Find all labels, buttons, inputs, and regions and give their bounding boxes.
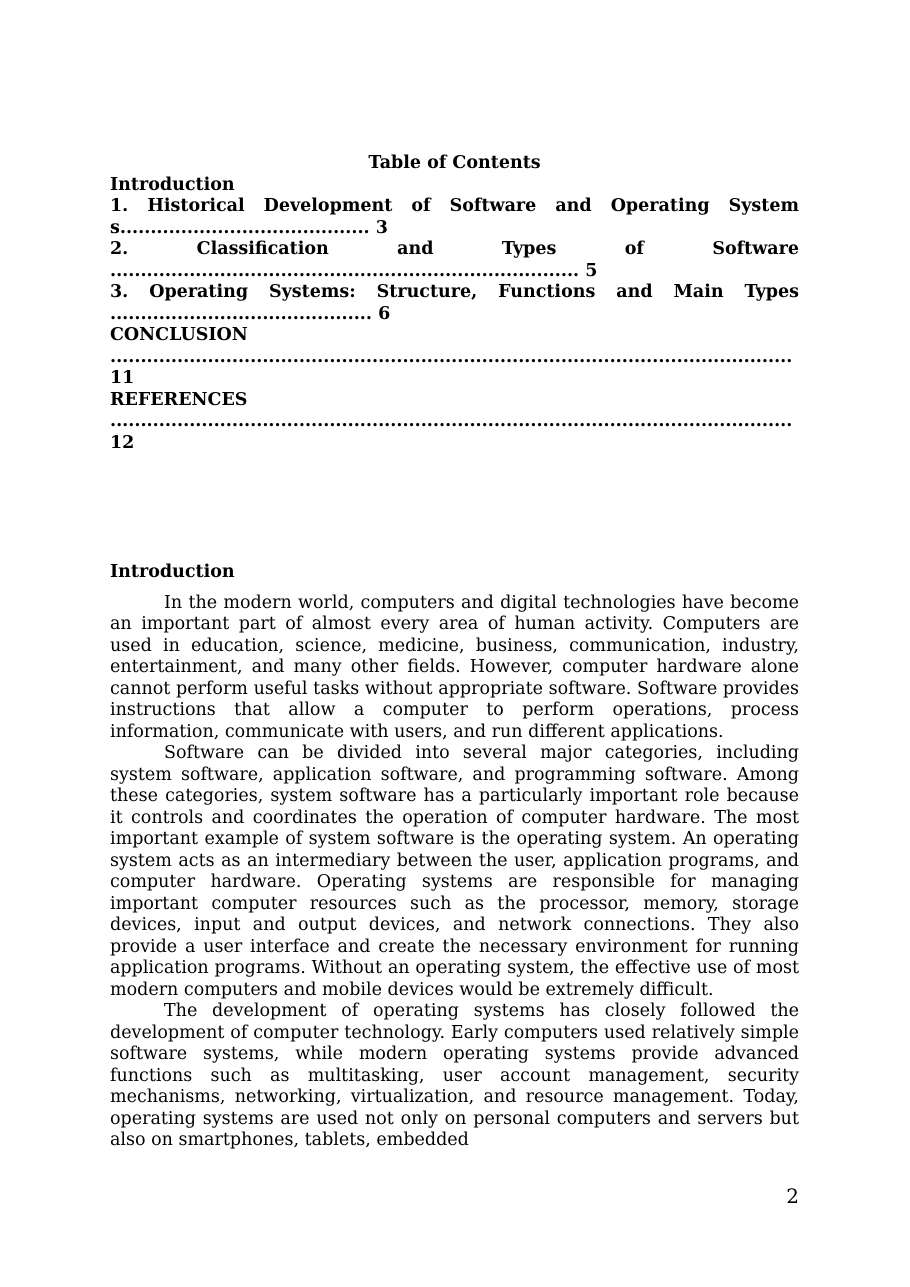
toc-entry-historical-development: 1. Historical Development of Software and Operating Systems......................................... 3 xyxy=(110,196,799,238)
page-number: 2 xyxy=(786,1184,799,1208)
toc-entry-references: REFERENCES ................................................................................................................12 xyxy=(110,389,793,453)
toc-title: Table of Contents xyxy=(368,153,541,173)
introduction-paragraph: Software can be divided into several major categories, including system software, application software, and programming software. Among these categories, system software has a particularly important role because it controls and coordinates the operation of computer hardware. The most important example of system software is the operating system. An operating system acts as an intermediary between the user, application programs, and computer hardware. Operating systems are responsible for managing important computer resources such as the processor, memory, storage devices, input and output devices, and network connections. They also provide a user interface and create the necessary environment for running application programs. Without an operating system, the effective use of most modern computers and mobile devices would be extremely difficult. xyxy=(110,743,799,1000)
toc-entry-introduction: Introduction xyxy=(110,174,235,195)
introduction-paragraph: The development of operating systems has closely followed the development of computer technology. Early computers used relatively simple software systems, while modern operating systems provide advanced functions such as multitasking, user account management, security mechanisms, networking, virtualization, and resource management. Today, operating systems are used not only on personal computers and servers but also on smartphones, tablets, embedded xyxy=(110,1001,799,1150)
table-of-contents xyxy=(110,175,799,455)
toc-entry-operating-systems: 3. Operating Systems: Structure, Functions and Main Types ........................................... 6 xyxy=(110,282,799,324)
introduction-paragraph: In the modern world, computers and digital technologies have become an important part of almost every area of human activity. Computers are used in education, science, medicine, business, communication, industry, entertainment, and many other fields. However, computer hardware alone cannot perform useful tasks without appropriate software. Software provides instructions that allow a computer to perform operations, process information, communicate with users, and run different applications. xyxy=(110,592,799,742)
introduction-heading: Introduction xyxy=(110,562,235,582)
toc-entry-conclusion: CONCLUSION ................................................................................................................11 xyxy=(110,325,793,388)
page-content xyxy=(110,153,799,1152)
toc-entry-classification: 2. Classification and Types of Software ............................................................................. 5 xyxy=(110,239,799,281)
